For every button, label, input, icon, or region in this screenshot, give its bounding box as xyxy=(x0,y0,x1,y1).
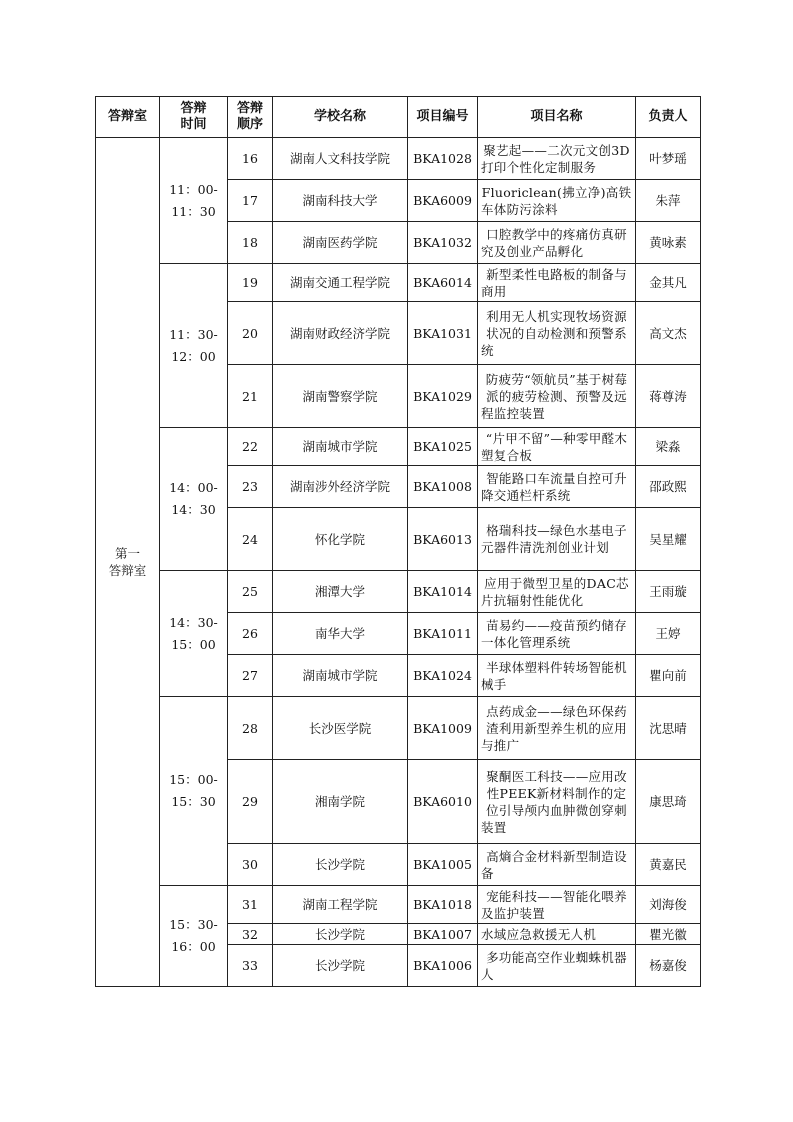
project-code-cell: BKA1031 xyxy=(408,302,478,365)
header-leader: 负责人 xyxy=(636,97,701,138)
school-cell: 湘南学院 xyxy=(273,760,408,844)
project-code-cell: BKA1006 xyxy=(408,945,478,987)
order-cell: 19 xyxy=(228,264,273,302)
leader-cell: 黄咏素 xyxy=(636,222,701,264)
project-name-cell: 口腔教学中的疼痛仿真研究及创业产品孵化 xyxy=(478,222,636,264)
time-slot-cell: 15：30- 16：00 xyxy=(160,886,228,987)
leader-cell: 瞿向前 xyxy=(636,655,701,697)
header-project: 项目名称 xyxy=(478,97,636,138)
leader-cell: 梁淼 xyxy=(636,428,701,466)
leader-cell: 朱萍 xyxy=(636,180,701,222)
order-cell: 23 xyxy=(228,466,273,508)
school-cell: 湖南警察学院 xyxy=(273,365,408,428)
project-code-cell: BKA1029 xyxy=(408,365,478,428)
project-name-cell: 点药成金——绿色环保药渣利用新型养生机的应用与推广 xyxy=(478,697,636,760)
project-name-cell: 新型柔性电路板的制备与商用 xyxy=(478,264,636,302)
project-code-cell: BKA1005 xyxy=(408,844,478,886)
project-code-cell: BKA6009 xyxy=(408,180,478,222)
school-cell: 湖南人文科技学院 xyxy=(273,138,408,180)
project-name-cell: 多功能高空作业蜘蛛机器人 xyxy=(478,945,636,987)
school-cell: 湖南城市学院 xyxy=(273,428,408,466)
project-name-cell: 宠能科技——智能化喂养及监护装置 xyxy=(478,886,636,924)
time-slot-cell: 11：30- 12：00 xyxy=(160,264,228,428)
school-cell: 湖南财政经济学院 xyxy=(273,302,408,365)
school-cell: 长沙医学院 xyxy=(273,697,408,760)
table-row xyxy=(96,697,701,760)
order-cell: 30 xyxy=(228,844,273,886)
project-code-cell: BKA1025 xyxy=(408,428,478,466)
order-cell: 18 xyxy=(228,222,273,264)
school-cell: 湖南科技大学 xyxy=(273,180,408,222)
school-cell: 湖南涉外经济学院 xyxy=(273,466,408,508)
order-cell: 24 xyxy=(228,508,273,571)
table-row xyxy=(96,571,701,613)
project-name-cell: 智能路口车流量自控可升降交通栏杆系统 xyxy=(478,466,636,508)
project-name-cell: 应用于微型卫星的DAC芯片抗辐射性能优化 xyxy=(478,571,636,613)
project-name-cell: “片甲不留”—种零甲醛木塑复合板 xyxy=(478,428,636,466)
school-cell: 湖南医药学院 xyxy=(273,222,408,264)
time-slot-cell: 14：30- 15：00 xyxy=(160,571,228,697)
order-cell: 26 xyxy=(228,613,273,655)
leader-cell: 瞿光徽 xyxy=(636,924,701,945)
leader-cell: 吴星耀 xyxy=(636,508,701,571)
school-cell: 长沙学院 xyxy=(273,945,408,987)
project-code-cell: BKA6013 xyxy=(408,508,478,571)
project-name-cell: 半球体塑料件转场智能机械手 xyxy=(478,655,636,697)
project-name-cell: 高熵合金材料新型制造设备 xyxy=(478,844,636,886)
school-cell: 怀化学院 xyxy=(273,508,408,571)
school-cell: 南华大学 xyxy=(273,613,408,655)
leader-cell: 王雨璇 xyxy=(636,571,701,613)
project-name-cell: 聚酮医工科技——应用改性PEEK新材料制作的定位引导颅内血肿微创穿刺装置 xyxy=(478,760,636,844)
leader-cell: 叶梦瑶 xyxy=(636,138,701,180)
order-cell: 22 xyxy=(228,428,273,466)
leader-cell: 杨嘉俊 xyxy=(636,945,701,987)
leader-cell: 蒋尊涛 xyxy=(636,365,701,428)
order-cell: 27 xyxy=(228,655,273,697)
header-order: 答辩 顺序 xyxy=(228,97,273,138)
project-code-cell: BKA6014 xyxy=(408,264,478,302)
project-code-cell: BKA1011 xyxy=(408,613,478,655)
header-code: 项目编号 xyxy=(408,97,478,138)
order-cell: 17 xyxy=(228,180,273,222)
time-slot-cell: 14：00- 14：30 xyxy=(160,428,228,571)
school-cell: 湖南城市学院 xyxy=(273,655,408,697)
leader-cell: 金其凡 xyxy=(636,264,701,302)
leader-cell: 刘海俊 xyxy=(636,886,701,924)
table-row xyxy=(96,264,701,302)
project-code-cell: BKA6010 xyxy=(408,760,478,844)
school-cell: 长沙学院 xyxy=(273,844,408,886)
schedule-table xyxy=(95,96,701,987)
room-cell: 第一 答辩室 xyxy=(96,138,160,987)
order-cell: 25 xyxy=(228,571,273,613)
time-slot-cell: 11：00- 11：30 xyxy=(160,138,228,264)
header-room: 答辩室 xyxy=(96,97,160,138)
leader-cell: 黄嘉民 xyxy=(636,844,701,886)
school-cell: 长沙学院 xyxy=(273,924,408,945)
project-code-cell: BKA1032 xyxy=(408,222,478,264)
project-name-cell: 防疲劳“领航员”基于树莓派的疲劳检测、预警及远程监控装置 xyxy=(478,365,636,428)
project-name-cell: 利用无人机实现牧场资源状况的自动检测和预警系统 xyxy=(478,302,636,365)
project-name-cell: 聚艺起——二次元文创3D打印个性化定制服务 xyxy=(478,138,636,180)
school-cell: 湘潭大学 xyxy=(273,571,408,613)
school-cell: 湖南交通工程学院 xyxy=(273,264,408,302)
order-cell: 33 xyxy=(228,945,273,987)
order-cell: 32 xyxy=(228,924,273,945)
order-cell: 29 xyxy=(228,760,273,844)
project-name-cell: Fluoriclean(拂立净)高铁车体防污涂料 xyxy=(478,180,636,222)
project-name-cell: 格瑞科技—绿色水基电子元器件清洗剂创业计划 xyxy=(478,508,636,571)
table-row xyxy=(96,138,701,180)
leader-cell: 康思琦 xyxy=(636,760,701,844)
order-cell: 21 xyxy=(228,365,273,428)
school-cell: 湖南工程学院 xyxy=(273,886,408,924)
leader-cell: 王婷 xyxy=(636,613,701,655)
project-code-cell: BKA1014 xyxy=(408,571,478,613)
order-cell: 28 xyxy=(228,697,273,760)
order-cell: 16 xyxy=(228,138,273,180)
order-cell: 31 xyxy=(228,886,273,924)
table-row xyxy=(96,886,701,924)
leader-cell: 沈思晴 xyxy=(636,697,701,760)
time-slot-cell: 15：00- 15：30 xyxy=(160,697,228,886)
project-code-cell: BKA1024 xyxy=(408,655,478,697)
project-code-cell: BKA1028 xyxy=(408,138,478,180)
project-code-cell: BKA1018 xyxy=(408,886,478,924)
project-name-cell: 水域应急救援无人机 xyxy=(478,924,636,945)
order-cell: 20 xyxy=(228,302,273,365)
project-name-cell: 苗易约——疫苗预约储存一体化管理系统 xyxy=(478,613,636,655)
project-code-cell: BKA1009 xyxy=(408,697,478,760)
table-row xyxy=(96,428,701,466)
header-row xyxy=(96,97,701,138)
project-code-cell: BKA1007 xyxy=(408,924,478,945)
header-school: 学校名称 xyxy=(273,97,408,138)
header-time: 答辩 时间 xyxy=(160,97,228,138)
project-code-cell: BKA1008 xyxy=(408,466,478,508)
leader-cell: 高文杰 xyxy=(636,302,701,365)
leader-cell: 邵政熙 xyxy=(636,466,701,508)
